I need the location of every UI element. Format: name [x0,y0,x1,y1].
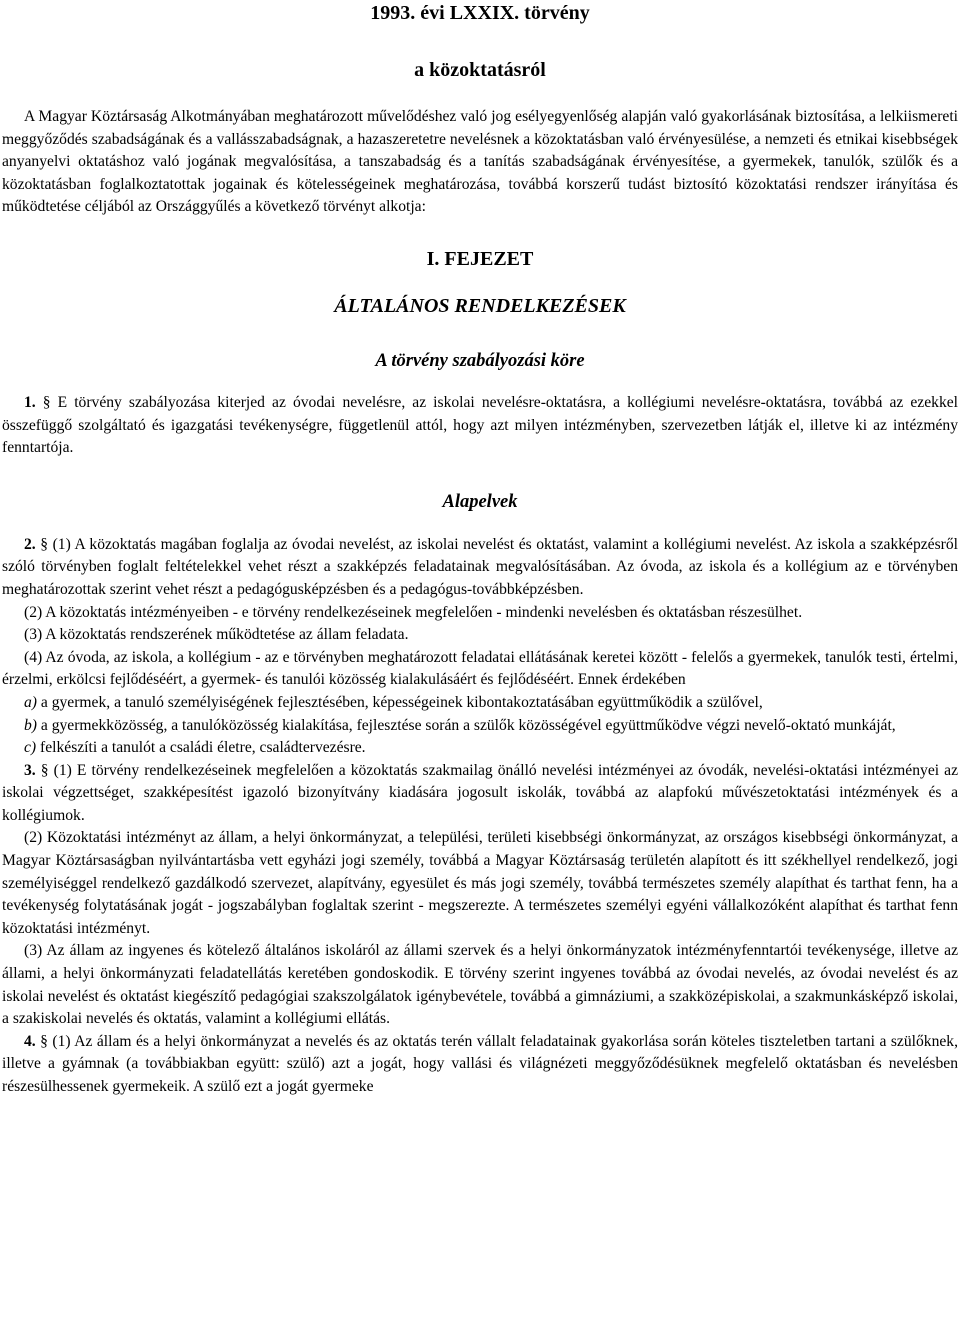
paragraph-2-4-b [2,715,958,738]
paragraph-3-3: (3) Az állam az ingyenes és kötelező általános iskoláról az állami szervek és a helyi önkormányzatok intézményfenntartói tevékenysége, illetve az állami, a helyi önkormányzati feladatellátás keretében gondoskodik. E törvény szerint ingyenes továbbá az óvodai nevelés, az óvodai nevelést és az iskolai nevelést és oktatást kiegészítő pedagógiai szakszolgálatok igénybevétele, továbbá a gimnáziumi, a szakközépiskolai, a szakmunkásképző iskolai, a szakiskolai nevelés és oktatás, valamint a kollégiumi ellátás. [2,942,958,1028]
section-title-scope: A törvény szabályozási köre [375,350,585,371]
preamble: A Magyar Köztársaság Alkotmányában meghatározott művelődéshez való jog esélyegyenlőség alapján való gyakorlásának biztosítása, a lelkiismereti meggyőződés szabadságának és a vallásszabadságnak, a hazaszeretetre nevelésnek a közoktatásban való érvényesülése, a nemzeti és etnikai kisebbségek anyanyelvi oktatáshoz való jogának megvalósítása, a tanszabadság és a tanítás szabadságának érvényesítése, a gyermekek, tanulók, szülők és a közoktatásban foglalkoztatottak jogainak és kötelességeinek meghatározása, továbbá korszerű tudást biztosító közoktatási rendszer irányítása és működtetése céljából az Országgyűlés a következő törvényt alkotja: [2,108,958,216]
paragraph-number: 1. [24,393,36,411]
paragraph-number: 3. [24,761,36,779]
paragraph-text: § (1) E törvény rendelkezéseinek megfelelően a közoktatás szakmailag önálló nevelési intézményei az óvodák, nevelési-oktatási intézményei az iskolai végzettséget, szakképesítést igazoló bizonyítvány kiadására jogosult iskolák, továbbá az alapfokú művészetoktatási intézmények és a kollégiumok. [2,761,958,824]
point-text: a gyermekközösség, a tanulóközösség kialakítása, fejlesztése során a szülők közösségével együttműködve végzi nevelő-oktató munkáját, [37,716,896,734]
document-subtitle: a közoktatásról [414,59,546,81]
paragraph-text: § E törvény szabályozása kiterjed az óvodai nevelésre, az iskolai nevelésre-oktatásra, a kollégiumi nevelésre-oktatásra, továbbá az ezekkel összefüggő szolgáltató és igazgatási tevékenységre, függetlenül attól, hogy azt milyen intézményben, szervezetben látják el, illetve ki az intézmény fenntartója. [2,393,958,457]
paragraph-2-4: (4) Az óvoda, az iskola, a kollégium - az e törvényben meghatározott feladatai ellátásának keretei között - felelős a gyermekek, tanulók testi, értelmi, érzelmi, erkölcsi fejlődéséért, a gyermek- és tanulói közösség kialakulásáért és fejlődéséért. Ennek érdekében [2,648,958,689]
chapter-title: ÁLTALÁNOS RENDELKEZÉSEK [334,294,626,317]
paragraph-2-2: (2) A közoktatás intézményeiben - e törvény rendelkezéseinek megfelelően - mindenki nevelésben és oktatásban részesülhet. [24,603,803,621]
paragraph-number: 2. [24,535,36,553]
point-text: a gyermek, a tanuló személyiségének fejlesztésében, képességeinek kibontakoztatásában együttműködik a szülővel, [37,693,763,711]
paragraph-2-4-c [2,737,958,760]
point-label: a) [24,693,37,711]
section-title-principles: Alapelvek [442,491,518,512]
point-label: b) [24,716,37,734]
point-label: c) [24,739,37,757]
paragraph-1 [2,392,958,460]
paragraph-3-2: (2) Közoktatási intézményt az állam, a helyi önkormányzat, a települési, területi kisebbségi önkormányzat, az országos kisebbségi önkormányzat, a Magyar Köztársaságban nyilvántartásba vett egyházi jogi személy, továbbá a Magyar Köztársaság területén alapított és itt székhellyel rendelkező, jogi személyiséggel rendelkező gazdálkodó szervezet, alapítvány, egyesület és más jogi személy, továbbá természetes személy alapíthat és tarthat fenn, ha a tevékenység folytatásának jogát - jogszabályban foglaltak szerint - megszerezte. A természetes személyi egyéni vállalkozóként alapíthat és tarthat fenn közoktatási intézményt. [2,829,958,937]
paragraph-2-1 [2,534,958,602]
paragraph-text: § (1) A közoktatás magában foglalja az óvodai nevelést, az iskolai nevelést és oktatást, valamint a kollégiumi nevelést. Az iskola a szakképzésről szóló törvényben foglalt feltételekkel vehet részt a szakképzés feladatainak megvalósításában. Az óvoda, az iskola és a kollégium az e törvényben meghatározottak szerint vehet részt a pedagógusképzésben és a pedagógus-továbbképzésben. [2,535,958,598]
paragraph-2-4-a [2,692,958,715]
paragraph-4-1 [2,1031,958,1099]
paragraph-2-3: (3) A közoktatás rendszerének működtetése az állam feladata. [24,626,409,644]
paragraph-number: 4. [24,1032,36,1050]
point-text: felkészíti a tanulót a családi életre, családtervezésre. [36,739,366,757]
chapter-number: I. FEJEZET [426,247,534,270]
paragraph-3-1 [2,760,958,828]
document-title: 1993. évi LXXIX. törvény [370,2,590,24]
paragraph-text: § (1) Az állam és a helyi önkormányzat a nevelés és az oktatás terén vállalt feladatainak gyakorlása során köteles tiszteletben tartani a szülőknek, illetve a gyámnak (a továbbiakban együtt: szülő) azt a jogát, hogy vallási és világnézeti meggyőződésüknek megfelelő oktatásban és nevelésben részesülhessenek gyermekeik. A szülő ezt a jogát gyermeke [2,1032,958,1095]
